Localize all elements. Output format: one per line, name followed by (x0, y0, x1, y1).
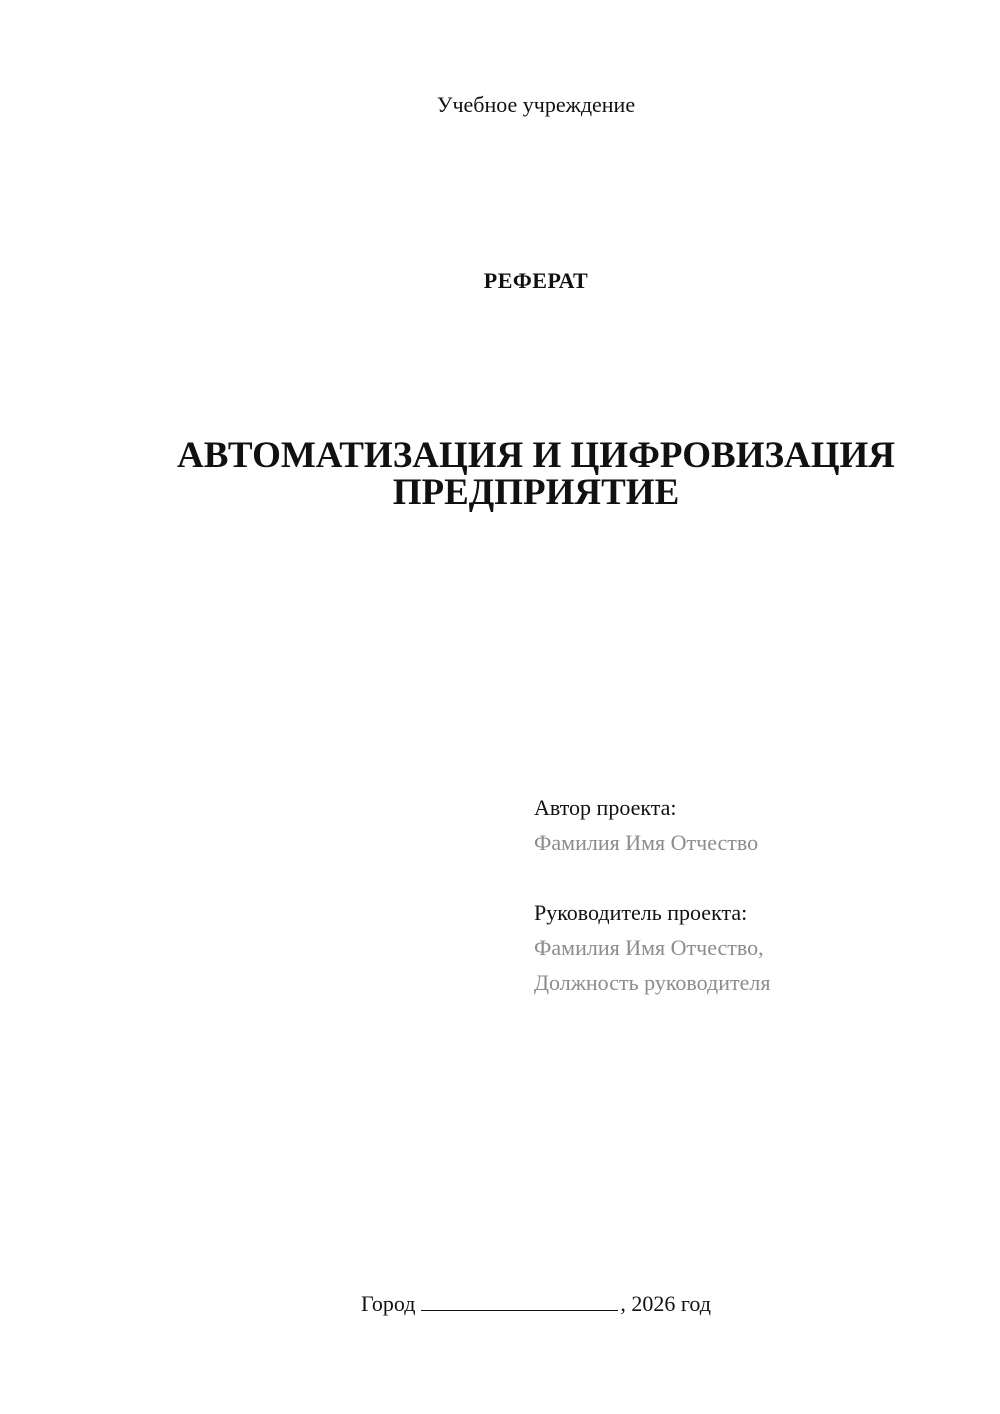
author-name: Фамилия Имя Отчество (534, 830, 759, 855)
year-text: , 2026 год (620, 1291, 711, 1316)
supervisor-name: Фамилия Имя Отчество, (534, 935, 764, 960)
institution-name: Учебное учреждение (436, 92, 636, 117)
meta-spacer (534, 860, 974, 895)
document-type: РЕФЕРАТ (483, 268, 589, 293)
supervisor-label: Руководитель проекта: (534, 900, 748, 925)
author-label: Автор проекта: (534, 795, 677, 820)
title-line-2: ПРЕДПРИЯТИЕ (392, 472, 680, 513)
city-label: Город (361, 1291, 416, 1316)
project-info (534, 790, 974, 1000)
document-title (0, 437, 1000, 511)
title-line-1: АВТОМАТИЗАЦИЯ И ЦИФРОВИЗАЦИЯ (176, 435, 896, 476)
city-year-line (0, 1290, 1000, 1318)
supervisor-position: Должность руководителя (534, 970, 771, 995)
city-blank-line (421, 1290, 618, 1311)
